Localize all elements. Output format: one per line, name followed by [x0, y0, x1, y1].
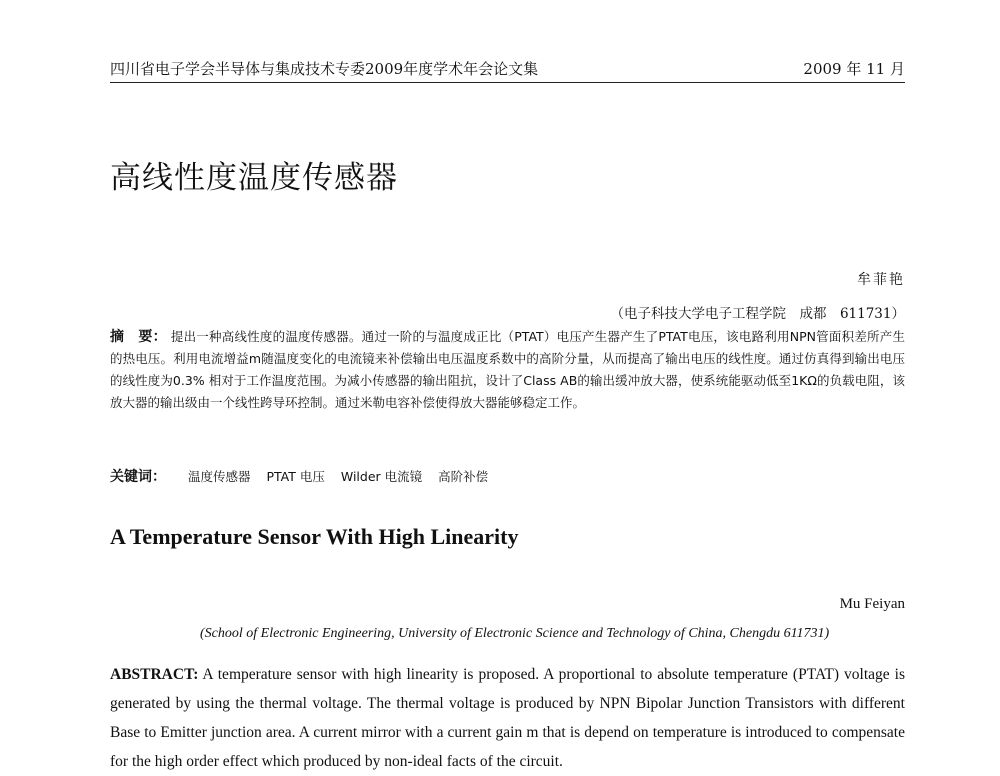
chinese-keywords-label: 关键词：	[110, 469, 166, 485]
chinese-keywords	[110, 466, 500, 486]
chinese-abstract	[110, 326, 905, 414]
english-title: A Temperature Sensor With High Linearity	[110, 524, 519, 549]
english-author: Mu Feiyan	[839, 596, 905, 612]
english-abstract-label: ABSTRACT:	[110, 666, 199, 683]
english-abstract	[110, 660, 905, 776]
proceedings-title: 四川省电子学会半导体与集成技术专委2009年度学术年会论文集	[110, 60, 539, 78]
chinese-affiliation: （电子科技大学电子工程学院 成都 611731）	[610, 306, 905, 322]
keyword: 高阶补偿	[438, 469, 489, 484]
chinese-title: 高线性度温度传感器	[110, 160, 398, 196]
publication-date: 2009 年 11 月	[803, 60, 905, 78]
english-affiliation: (School of Electronic Engineering, University of Electronic Science and Technology of China, Chengdu 611731)	[200, 626, 830, 641]
keyword: Wilder 电流镜	[340, 469, 423, 484]
running-header	[110, 60, 905, 83]
chinese-abstract-label: 摘 要：	[110, 329, 167, 345]
chinese-abstract-text: 提出一种高线性度的温度传感器。通过一阶的与温度成正比（PTAT）电压产生器产生了PTAT电压，该电路利用NPN管面积差所产生的热电压。利用电流增益m随温度变化的电流镜来补偿输出电压温度系数中的高阶分量，从而提高了输出电压的线性度。通过仿真得到输出电压的线性度为0.3% 相对于工作温度范围。为减小传感器的输出阻抗，设计了Class AB的输出缓冲放大器，使系统能驱动低至1KΩ的负载电阻，该放大器的输出级由一个线性跨导环控制。通过米勒电容补偿使得放大器能够稳定工作。	[110, 329, 905, 410]
keyword: 温度传感器	[187, 469, 251, 484]
chinese-author: 牟菲艳	[857, 272, 905, 288]
keyword: PTAT 电压	[266, 469, 325, 484]
english-abstract-text: A temperature sensor with high linearity is proposed. A proportional to absolute temperature (PTAT) voltage is generated by using the thermal voltage. The thermal voltage is produced by NPN Bipolar Junction Transistors with different Base to Emitter junction area. A current mirror with a current gain m that is depend on temperature is introduced to compensate for the high order effect which produced by non-ideal facts of the circuit.	[110, 666, 905, 770]
